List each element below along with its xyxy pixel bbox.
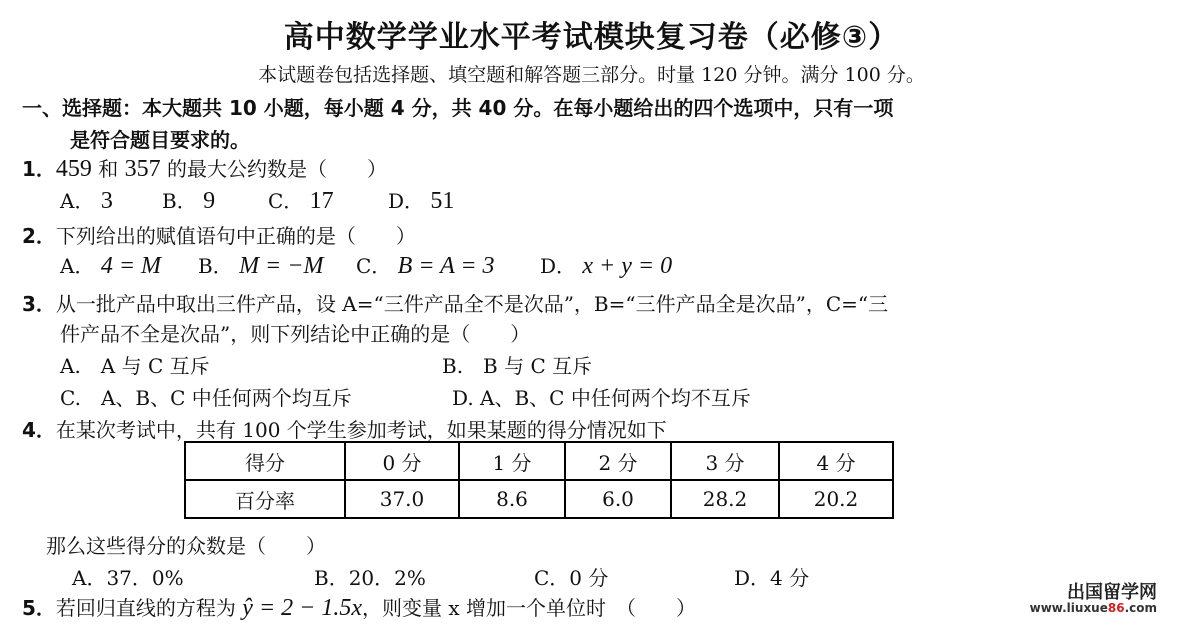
option-value: 9: [203, 188, 216, 214]
table-row: [185, 480, 893, 518]
question-text: 若回归直线的方程为: [55, 596, 243, 620]
question-number: 3．: [22, 292, 56, 316]
option-label: A．: [60, 189, 95, 213]
url-highlight: 86: [1107, 601, 1125, 616]
q2-option-b: [198, 250, 323, 280]
question-number: 4．: [22, 418, 56, 442]
option-value: 17: [309, 188, 334, 214]
exam-instructions: 本试题卷包括选择题、填空题和解答题三部分。时量 120 分钟。满分 100 分。: [258, 64, 925, 86]
table-cell: 37.0: [345, 480, 459, 518]
question-number: 2．: [22, 224, 56, 248]
option-label: D．: [388, 189, 425, 213]
question-text: 和: [91, 157, 125, 181]
option-label: B．: [198, 254, 233, 278]
q3-option-b: B. B 与 C 互斥: [442, 354, 593, 378]
table-header-cell: 0 分: [345, 442, 459, 480]
question-text: 在某次考试中，共有 100 个学生参加考试，如果某题的得分情况如下: [55, 418, 667, 442]
table-cell: 8.6: [459, 480, 565, 518]
question-1: [22, 153, 387, 183]
question-number: 5．: [22, 596, 56, 620]
option-value: x + y = 0: [582, 253, 673, 279]
question-4: [22, 414, 667, 443]
question-text: 的最大公约数是（ ）: [160, 157, 387, 181]
table-header-cell: 得分: [185, 442, 345, 480]
option-label: B．: [162, 189, 197, 213]
option-value: 3: [100, 188, 113, 214]
section-header-line-2: 是符合题目要求的。: [70, 128, 250, 152]
table-cell: 28.2: [671, 480, 779, 518]
q4-option-a: A．37．0%: [72, 566, 184, 590]
table-header-cell: 3 分: [671, 442, 779, 480]
option-label: D．: [540, 254, 577, 278]
question-number: 1．: [22, 157, 56, 181]
number-b: 357: [124, 156, 161, 182]
score-table: [184, 441, 894, 519]
section-header-line-1: 一、选择题：本大题共 10 小题，每小题 4 分，共 40 分。在每小题给出的四个选项中，只有一项: [22, 96, 894, 120]
q1-option-b: [162, 185, 215, 215]
question-text: 下列给出的赋值语句中正确的是（ ）: [55, 224, 416, 248]
regression-yhat: ŷ: [242, 595, 253, 621]
option-label: C．: [356, 254, 392, 278]
q2-option-c: [356, 250, 495, 280]
site-watermark: [1029, 581, 1157, 616]
table-header-cell: 1 分: [459, 442, 565, 480]
table-cell: 6.0: [565, 480, 671, 518]
table-header-cell: 2 分: [565, 442, 671, 480]
page-title: 高中数学学业水平考试模块复习卷（必修③）: [283, 20, 900, 55]
question-3-line-1: [22, 288, 888, 317]
option-value: M = −M: [239, 253, 324, 279]
q4-option-b: B．20．2%: [314, 566, 426, 590]
question-4-prompt: 那么这些得分的众数是（ ）: [46, 534, 326, 558]
option-label: A．: [60, 254, 95, 278]
q1-option-d: [388, 185, 454, 215]
question-text: ，则变量 x 增加一个单位时 （ ）: [361, 596, 696, 620]
q4-option-d: D．4 分: [734, 566, 810, 590]
option-label: C．: [268, 189, 304, 213]
q1-option-a: [60, 185, 113, 215]
q3-option-a: A. A 与 C 互斥: [60, 354, 210, 378]
question-3-line-2: 件产品不全是次品”，则下列结论中正确的是（ ）: [60, 322, 531, 346]
url-part: .com: [1124, 601, 1157, 616]
option-value: 51: [430, 188, 455, 214]
table-cell: 20.2: [779, 480, 893, 518]
table-header-cell: 4 分: [779, 442, 893, 480]
table-row: [185, 442, 893, 480]
table-cell: 百分率: [185, 480, 345, 518]
q2-option-a: [60, 250, 161, 280]
watermark-url: [1030, 602, 1157, 615]
number-a: 459: [55, 156, 92, 182]
question-2: [22, 220, 416, 249]
watermark-title: 出国留学网: [1067, 581, 1157, 603]
option-value: B = A = 3: [397, 253, 495, 279]
question-text: 从一批产品中取出三件产品，设 A=“三件产品全不是次品”，B=“三件产品全是次品”，C=“三: [55, 292, 889, 316]
q2-option-d: [540, 250, 672, 280]
q1-option-c: [268, 185, 334, 215]
q3-option-c: C. A、B、C 中任何两个均互斥: [60, 386, 352, 410]
question-5: [22, 592, 696, 622]
q3-option-d: D. A、B、C 中任何两个均不互斥: [452, 386, 751, 410]
regression-formula: = 2 − 1.5x: [252, 595, 362, 621]
q4-option-c: C．0 分: [534, 566, 609, 590]
url-part: www.liuxue: [1029, 601, 1108, 616]
option-value: 4 = M: [100, 253, 161, 279]
